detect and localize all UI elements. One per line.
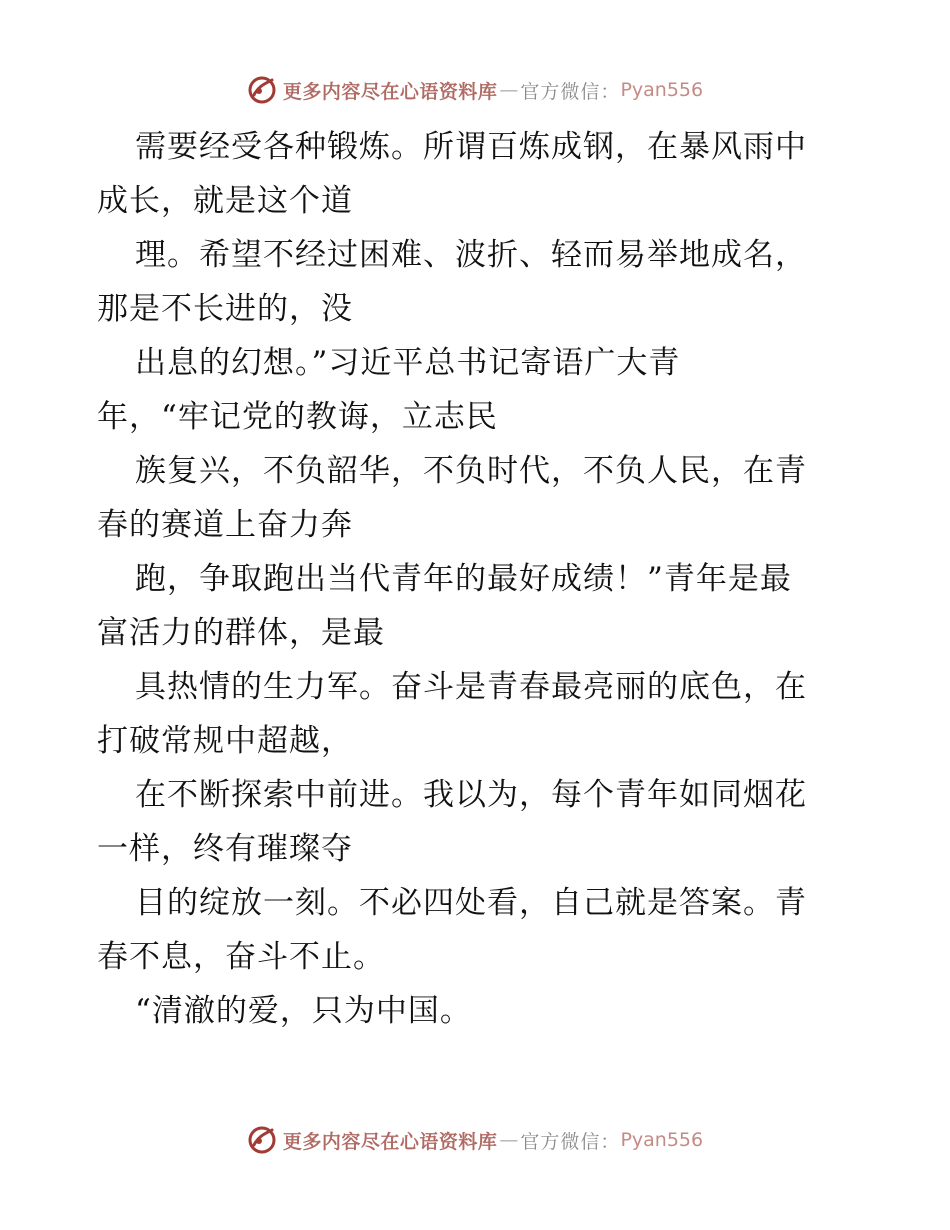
header-wechat-label: 官方微信：	[520, 80, 621, 103]
footer-wechat-label: 官方微信：	[520, 1130, 621, 1153]
text-line: 成长，就是这个道	[97, 183, 353, 219]
text-line: 跑，争取跑出当代青年的最好成绩！”青年是最	[135, 561, 792, 597]
header-banner	[0, 70, 950, 110]
brand-logo-icon	[247, 75, 277, 105]
text-line: 需要经受各种锻炼。所谓百炼成钢，在暴风雨中	[135, 129, 807, 165]
footer-banner	[0, 1120, 950, 1160]
document-body	[97, 120, 857, 1038]
header-brand-text: 更多内容尽在心语资料库	[282, 80, 498, 103]
text-line: 打破常规中超越，	[97, 723, 353, 759]
text-line: 春的赛道上奋力奔	[97, 507, 353, 543]
text-line: 一样，终有璀璨夺	[97, 831, 353, 867]
text-line: 族复兴，不负韶华，不负时代，不负人民，在青	[135, 453, 807, 489]
text-line: 在不断探索中前进。我以为，每个青年如同烟花	[135, 777, 807, 813]
header-dash: —	[499, 79, 519, 101]
brand-logo-icon	[247, 1125, 277, 1155]
text-line: 春不息，奋斗不止。	[97, 939, 385, 975]
text-line: 年，“牢记党的教诲，立志民	[97, 399, 498, 435]
text-line: “清澈的爱，只为中国。	[135, 993, 472, 1029]
text-line: 具热情的生力军。奋斗是青春最亮丽的底色，在	[135, 669, 807, 705]
footer-wechat-id: Pyan556	[620, 1129, 704, 1151]
text-line: 那是不长进的，没	[97, 291, 353, 327]
text-line: 富活力的群体，是最	[97, 615, 385, 651]
header-wechat-id: Pyan556	[620, 79, 704, 101]
text-line: 理。希望不经过困难、波折、轻而易举地成名，	[135, 237, 807, 273]
footer-dash: —	[499, 1129, 519, 1151]
text-line: 出息的幻想。”习近平总书记寄语广大青	[135, 345, 681, 381]
text-line: 目的绽放一刻。不必四处看，自己就是答案。青	[135, 885, 807, 921]
footer-brand-text: 更多内容尽在心语资料库	[282, 1130, 498, 1153]
